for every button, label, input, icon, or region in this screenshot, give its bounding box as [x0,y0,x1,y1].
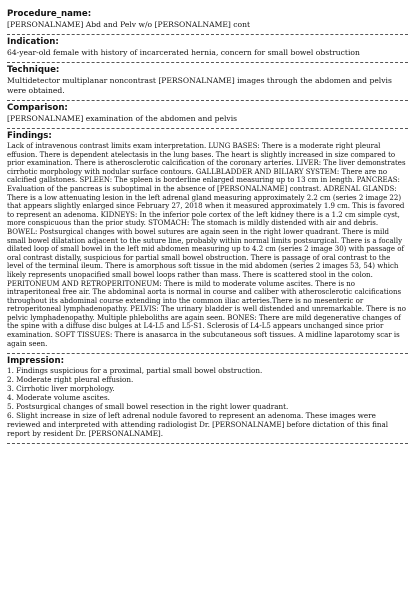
findings-text: Lack of intravenous contrast limits exam interpretation. LUNG BASES: There is a moderate right pleural effusion. There is dependent atelectasis in the lung bases. The heart is slightly increased in size compared to prior examination. There is atherosclerotic calcification of the coronary arteries. LIVER: The liver demonstrates cirrhotic morphology with nodular surface contours. GALLBLADDER AND BILIARY SYSTEM: There are no calcified gallstones. SPLEEN: The spleen is borderline enlarged measuring up to 13 cm in length. PANCREAS: Evaluation of the pancreas is suboptimal in the absence of [PERSONALNAME] contrast. ADRENAL GLANDS: There is a low attenuating lesion in the left adrenal gland measuring approximately 2.2 cm (series 2 image 22) that appears slightly enlarged since February 27, 2018 when it measured approximately 1.9 cm. This is favored to represent an adenoma. KIDNEYS: In the inferior pole cortex of the left kidney there is a 1.2 cm simple cyst, more conspicuous than the prior study. STOMACH: The stomach is mildly distended with air and debris. BOWEL: Postsurgical changes with bowel sutures are again seen in the right lower quadrant. There is mild small bowel dilatation adjacent to the suture line, probably within normal limits postsurgical. There is a focally dilated loop of small bowel in the left mid abdomen measuring up to 4.2 cm (series 2 image 30) with passage of oral contrast distally, suspicious for partial small bowel obstruction. There is passage of oral contrast to the level of the terminal ileum. There is amorphous soft tissue in the mid abdomen (series 2 images 53, 54) which likely represents unopacified small bowel loops rather than mass. There is scattered stool in the colon. PERITONEUM AND RETROPERITONEUM: There is mild to moderate volume ascites. There is no intraperitoneal free air. The abdominal aorta is normal in course and caliber with atherosclerotic calcifications throughout its abdominal course extending into the common iliac arteries.There is no mesenteric or retroperitoneal lymphadenopathy. PELVIS: The urinary bladder is well distended and unremarkable. There is no pelvic lymphadenopathy. Multiple phleboliths are again seen. BONES: There are mild degenerative changes of the spine with a diffuse disc bulges at L4-L5 and L5-S1. Sclerosis of L4-L5 appears unchanged since prior examination. SOFT TISSUES: There is anasarca in the subcutaneous soft tissues. A midline laparotomy scar is again seen. [7,142,407,348]
comparison-section [7,100,408,128]
technique-text: Multidetector multiplanar noncontrast [PERSONALNAME] images through the abdomen and pelvis were obtained. [7,76,392,95]
indication-heading: Indication: [7,37,59,48]
procedure-heading: Procedure_name: [7,9,92,19]
impression-text: 1. Findings suspicious for a proximal, partial small bowel obstruction. 2. Moderate right pleural effusion. 3. Cirrhotic liver morphology. 4. Moderate volume ascites. 5. Postsurgical changes of small bowel resection in the right lower quadrant. 6. Slight increase in size of left adrenal nodule favored to represent an adenoma. These images were reviewed and interpreted with attending radiologist Dr. [PERSONALNAME] before dictation of this final report by resident Dr. [PERSONALNAME]. [7,366,389,438]
procedure-text: [PERSONALNAME] Abd and Pelv w/o [PERSONALNAME] cont [7,20,251,29]
findings-section [7,128,408,353]
findings-heading: Findings: [7,131,52,142]
comparison-text: [PERSONALNAME] examination of the abdomen and pelvis [7,113,238,123]
indication-text: 64-year-old female with history of incarcerated hernia, concern for small bowel obstruction [7,48,360,58]
technique-heading: Technique: [7,65,60,76]
technique-section [7,62,408,99]
indication-section [7,34,408,62]
procedure-section [7,5,408,34]
impression-heading: Impression: [7,356,65,367]
impression-section [7,353,408,443]
comparison-heading: Comparison: [7,102,68,113]
